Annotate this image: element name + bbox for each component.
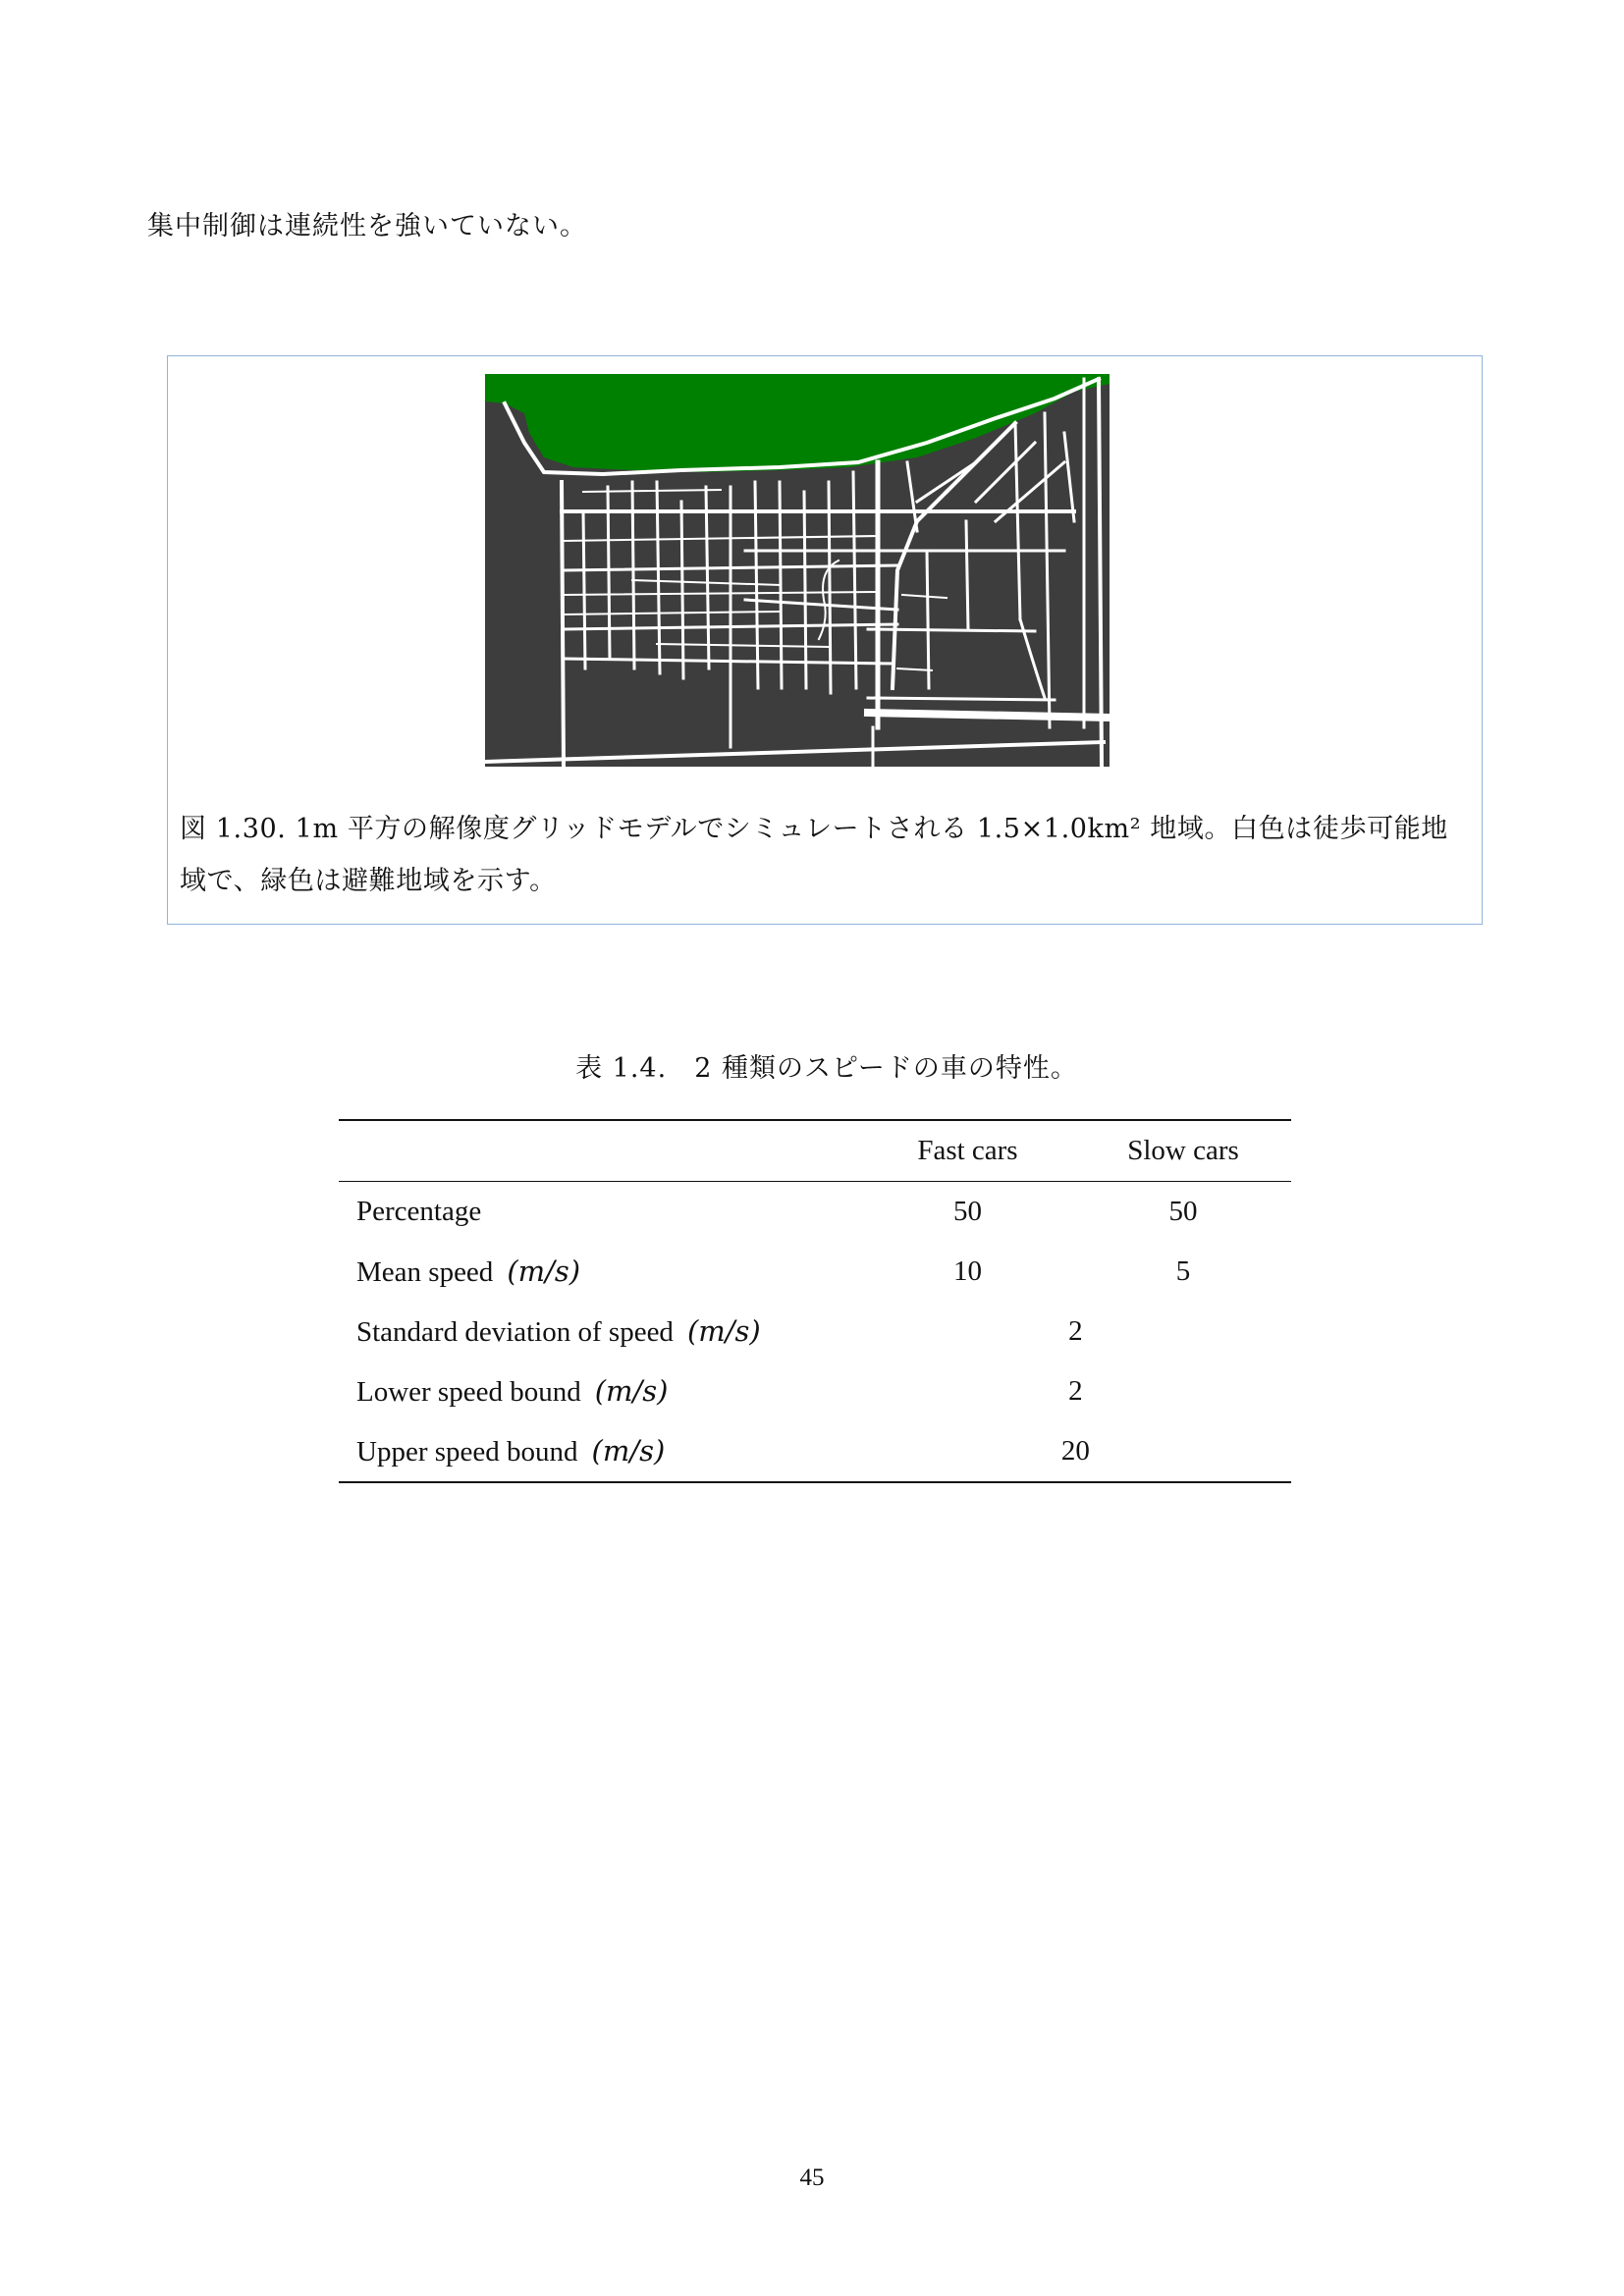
intro-text: 集中制御は連続性を強いていない。	[147, 211, 587, 241]
street-map-image	[485, 374, 1110, 767]
unit-label: (m/s)	[591, 1434, 666, 1468]
header-empty	[339, 1120, 860, 1182]
figure-box	[167, 355, 1483, 925]
row-label: Lower speed bound (m/s)	[356, 1374, 669, 1408]
table-row	[339, 1362, 1291, 1421]
slow-value: 50	[1168, 1196, 1198, 1227]
table-title: 表 1.4. 2 種類のスピードの車の特性。	[575, 1053, 1078, 1084]
unit-label: (m/s)	[507, 1255, 581, 1288]
header-fast-cars: Fast cars	[917, 1135, 1018, 1166]
header-slow-cars: Slow cars	[1127, 1135, 1239, 1166]
table-row	[339, 1302, 1291, 1362]
table-row	[339, 1182, 1291, 1243]
shared-value: 20	[1060, 1435, 1090, 1467]
table-header-row	[339, 1120, 1291, 1182]
unit-label: (m/s)	[686, 1314, 761, 1348]
shared-value: 2	[1068, 1375, 1083, 1407]
street-map-svg	[485, 374, 1110, 767]
slow-value: 5	[1175, 1255, 1191, 1287]
fast-value: 50	[952, 1196, 982, 1227]
row-label: Percentage	[356, 1196, 482, 1227]
row-label: Standard deviation of speed (m/s)	[356, 1314, 761, 1348]
row-label: Mean speed (m/s)	[356, 1255, 581, 1288]
table-row	[339, 1242, 1291, 1302]
table-row	[339, 1421, 1291, 1482]
row-label: Upper speed bound (m/s)	[356, 1434, 666, 1468]
car-characteristics-table	[339, 1119, 1291, 1483]
fast-value: 10	[952, 1255, 982, 1287]
shared-value: 2	[1068, 1315, 1083, 1347]
figure-caption: 図 1.30. 1m 平方の解像度グリッドモデルでシミュレートされる 1.5×1.0km² 地域。白色は徒歩可能地域で、緑色は避難地域を示す。	[180, 814, 1448, 896]
page-number: 45	[799, 2164, 825, 2191]
unit-label: (m/s)	[594, 1374, 669, 1408]
